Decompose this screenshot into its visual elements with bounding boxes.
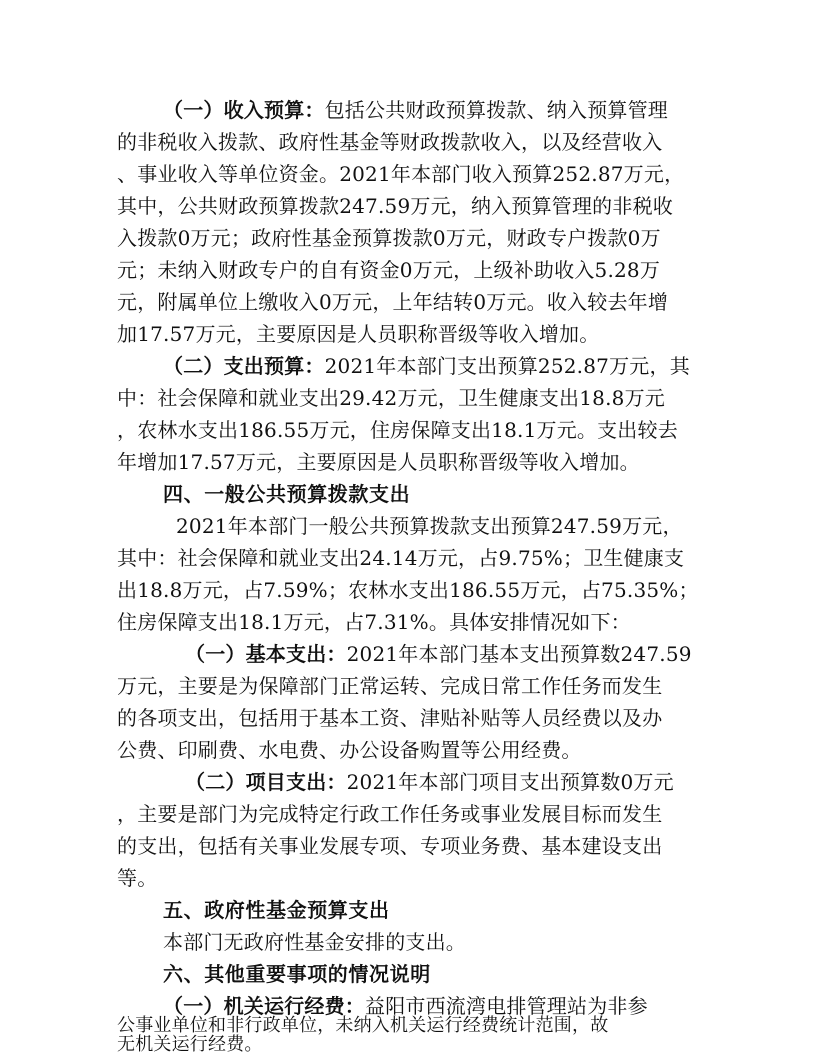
project-paragraph-line-3: 的支出，包括有关事业发展专项、专项业务费、基本建设支出 (117, 834, 663, 858)
operating-label: （一）机关运行经费： (163, 994, 365, 1018)
income-label: （一）收入预算： (163, 98, 325, 122)
income-paragraph-line-7: 元，附属单位上缴收入0万元，上年结转0万元。收入较去年增 (117, 290, 669, 314)
income-paragraph-line-1 (163, 97, 745, 123)
income-paragraph-line-4: 其中，公共财政预算拨款247.59万元，纳入预算管理的非税收 (117, 194, 673, 218)
project-label: （二）项目支出： (185, 770, 347, 794)
project-paragraph-line-2: ，主要是部门为完成特定行政工作任务或事业发展目标而发生 (117, 802, 663, 826)
basic-paragraph-line-1 (185, 641, 767, 667)
expenditure-text: 2021年本部门支出预算252.87万元，其 (324, 354, 690, 378)
income-paragraph-line-6: 元；未纳入财政专户的自有资金0万元，上级补助收入5.28万 (117, 258, 661, 282)
section5-text: 本部门无政府性基金安排的支出。 (163, 930, 466, 954)
project-text: 2021年本部门项目支出预算数0万元 (346, 770, 674, 794)
section4-line-1: 2021年本部门一般公共预算拨款支出预算247.59万元， (176, 514, 683, 538)
income-paragraph-line-3: 、事业收入等单位资金。2021年本部门收入预算252.87万元， (117, 162, 685, 186)
basic-text: 2021年本部门基本支出预算数247.59 (346, 642, 692, 666)
section4-line-3: 出18.8万元，占7.59%；农林水支出186.55万元，占75.35%； (117, 578, 699, 602)
basic-paragraph-line-3: 的各项支出，包括用于基本工资、津贴补贴等人员经费以及办 (117, 706, 663, 730)
basic-label: （一）基本支出： (185, 642, 347, 666)
operating-paragraph-line-3: 无机关运行经费。 (117, 1034, 263, 1055)
expenditure-paragraph-line-1 (163, 353, 745, 379)
section4-line-2: 其中：社会保障和就业支出24.14万元，占9.75%；卫生健康支 (117, 546, 685, 570)
expenditure-paragraph-line-2: 中：社会保障和就业支出29.42万元，卫生健康支出18.8万元 (117, 386, 665, 410)
section6-heading: 六、其他重要事项的情况说明 (163, 962, 431, 986)
section5-heading: 五、政府性基金预算支出 (163, 898, 390, 922)
operating-text: 益阳市西流湾电排管理站为非参 (365, 994, 648, 1018)
basic-paragraph-line-4: 公费、印刷费、水电费、办公设备购置等公用经费。 (117, 738, 582, 762)
income-text: 包括公共财政预算拨款、纳入预算管理 (324, 98, 669, 122)
basic-paragraph-line-2: 万元，主要是为保障部门正常运转、完成日常工作任务而发生 (117, 674, 663, 698)
expenditure-paragraph-line-3: ，农林水支出186.55万元，住房保障支出18.1万元。支出较去 (117, 418, 678, 442)
project-paragraph-line-4: 等。 (117, 866, 158, 890)
income-paragraph-line-5: 入拨款0万元；政府性基金预算拨款0万元，财政专户拨款0万 (117, 226, 661, 250)
section4-heading: 四、一般公共预算拨款支出 (163, 482, 411, 506)
income-paragraph-line-8: 加17.57万元，主要原因是人员职称晋级等收入增加。 (117, 322, 600, 346)
expenditure-paragraph-line-4: 年增加17.57万元，主要原因是人员职称晋级等收入增加。 (117, 450, 640, 474)
income-paragraph-line-2: 的非税收入拨款、政府性基金等财政拨款收入，以及经营收入 (117, 130, 663, 154)
expenditure-label: （二）支出预算： (163, 354, 325, 378)
project-paragraph-line-1 (185, 769, 767, 795)
section4-line-4: 住房保障支出18.1万元，占7.31%。具体安排情况如下： (117, 610, 631, 634)
operating-paragraph-line-2: 公事业单位和非行政单位，未纳入机关运行经费统计范围，故 (117, 1015, 609, 1036)
